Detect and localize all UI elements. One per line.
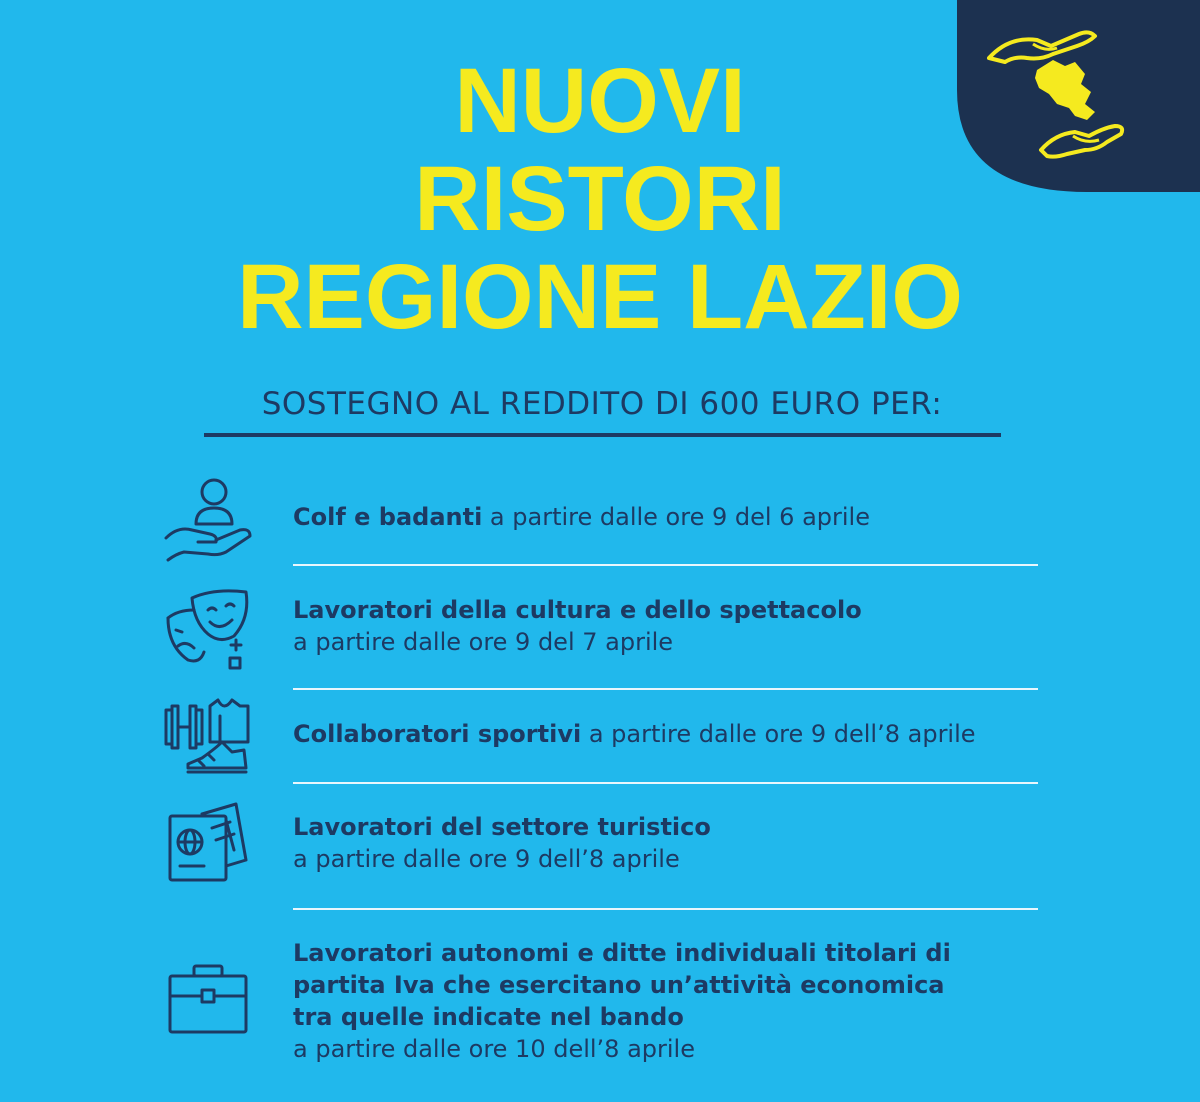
- separator: [293, 908, 1038, 910]
- item-turistico: [293, 811, 711, 875]
- item-sport-rest: a partire dalle ore 9 dell’8 aprile: [581, 720, 976, 748]
- subtitle-underline: [204, 433, 1001, 437]
- item-turistico-bold: Lavoratori del settore turistico: [293, 813, 711, 841]
- item-sport: [293, 718, 976, 750]
- item-colf: [293, 501, 870, 533]
- caregiver-hand-icon: [162, 472, 258, 568]
- separator: [293, 564, 1038, 566]
- theater-masks-icon: [162, 584, 258, 674]
- page-title: [0, 52, 1200, 346]
- item-cultura-bold: Lavoratori della cultura e dello spettacolo: [293, 596, 862, 624]
- item-colf-rest: a partire dalle ore 9 del 6 aprile: [482, 503, 870, 531]
- title-line-3: REGIONE LAZIO: [237, 246, 963, 348]
- item-turistico-rest: a partire dalle ore 9 dell’8 aprile: [293, 845, 680, 873]
- item-autonomi: [293, 937, 951, 1065]
- title-line-1: NUOVI: [454, 50, 746, 152]
- item-cultura-rest: a partire dalle ore 9 del 7 aprile: [293, 628, 674, 656]
- briefcase-icon: [166, 962, 250, 1036]
- item-autonomi-bold-2: partita Iva che esercitano un’attività economica: [293, 971, 945, 999]
- item-colf-bold: Colf e badanti: [293, 503, 483, 531]
- separator: [293, 688, 1038, 690]
- item-sport-bold: Collaboratori sportivi: [293, 720, 582, 748]
- item-cultura: [293, 594, 862, 658]
- item-autonomi-bold-1: Lavoratori autonomi e ditte individuali titolari di: [293, 939, 951, 967]
- item-autonomi-bold-3: tra quelle indicate nel bando: [293, 1003, 684, 1031]
- subtitle: SOSTEGNO AL REDDITO DI 600 EURO PER:: [261, 386, 943, 422]
- item-autonomi-rest: a partire dalle ore 10 dell’8 aprile: [293, 1035, 695, 1063]
- sports-gear-icon: [162, 696, 258, 776]
- passport-ticket-icon: [164, 800, 254, 886]
- title-line-2: RISTORI: [414, 148, 786, 250]
- separator: [293, 782, 1038, 784]
